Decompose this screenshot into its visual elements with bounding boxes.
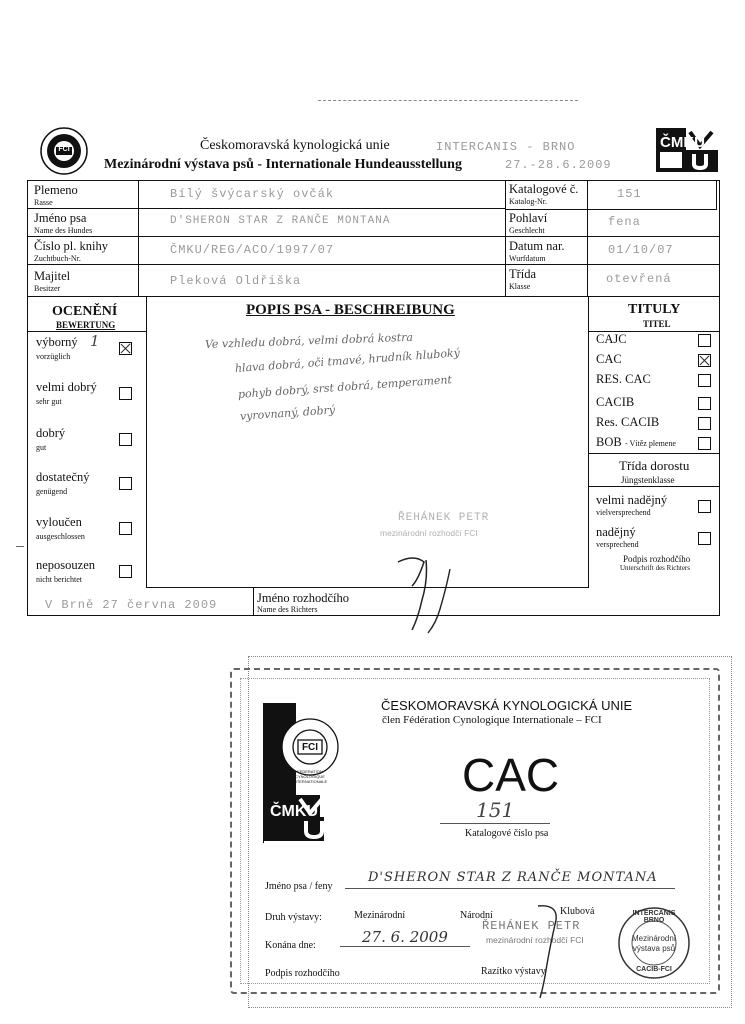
popis-judge-stamp: ŘEHÁNEK PETR	[398, 512, 490, 524]
dorost-sub: versprechend	[596, 540, 639, 549]
tituly-subtitle: TITEL	[643, 319, 671, 329]
popis-line: hlava dobrá, oči tmavé, hrudník hluboký	[234, 346, 461, 375]
row-divider	[27, 236, 505, 237]
oceneni-sub: genügend	[36, 487, 68, 496]
card-signature	[530, 900, 570, 1005]
card-judge-stamp: ŘEHÁNEK PETR	[482, 919, 581, 933]
oceneni-checkbox[interactable]	[119, 342, 132, 355]
oceneni-checkbox[interactable]	[119, 477, 132, 490]
oceneni-label: dostatečný	[36, 470, 90, 484]
card-druh-label: Druh výstavy:	[265, 912, 322, 923]
card-fci-ring-text: FEDERATION CYNOLOGIQUE INTERNATIONALE	[292, 769, 328, 784]
jmeno-sub: Name des Hundes	[34, 226, 93, 235]
stamp-date: 27.-28.6.2009	[505, 158, 612, 172]
card-konana-value: 27. 6. 2009	[362, 928, 448, 946]
trida-value: otevřená	[606, 272, 672, 286]
stamp-event: INTERCANIS - BRNO	[436, 140, 576, 154]
card-member: člen Fédération Cynologique Internationale – FCI	[382, 714, 602, 726]
cmku-logo	[656, 128, 718, 172]
right-field-divider	[505, 180, 506, 296]
card-logo-block	[263, 703, 352, 843]
dorost-title: Třída dorostu	[619, 458, 690, 473]
exhibition-seal	[617, 906, 691, 980]
tituly-divider	[589, 453, 720, 454]
left-margin-mark	[16, 546, 24, 547]
fci-logo-text: FCI	[58, 146, 70, 153]
dorost-checkbox[interactable]	[698, 500, 711, 513]
titul-label: RES. CAC	[596, 372, 651, 386]
plemeno-sub: Rasse	[34, 198, 53, 207]
tituly-title: TITULY	[628, 302, 681, 317]
jmeno-value: D'SHERON STAR Z RANČE MONTANA	[170, 215, 391, 227]
jmeno-label: Jméno psa	[34, 211, 87, 225]
popis-judge-stamp-sub: mezinárodní rozhodčí FCI	[380, 528, 478, 538]
seal-center-1: Mezinárodní	[631, 934, 677, 943]
majitel-sub: Besitzer	[34, 284, 61, 293]
majitel-value: Pleková Oldřiška	[170, 274, 302, 288]
row-divider	[27, 208, 505, 209]
datum-label: Datum nar.	[509, 239, 565, 253]
card-judge-stamp-sub: mezinárodní rozhodčí FCI	[486, 935, 584, 945]
oceneni-title: OCENĚNÍ	[52, 304, 118, 319]
titul-label: CAJC	[596, 332, 627, 346]
oceneni-checkbox[interactable]	[119, 522, 132, 535]
cislo-sub: Zuchtbuch-Nr.	[34, 254, 81, 263]
footer-place-date: V Brně 27 června 2009	[45, 598, 218, 612]
pohlavi-value: fena	[608, 215, 641, 229]
footer-judge-label: Jméno rozhodčího	[257, 591, 349, 605]
right-signature	[420, 565, 460, 640]
row-divider	[505, 264, 720, 265]
card-name-line	[345, 888, 675, 889]
oceneni-label: dobrý	[36, 426, 66, 440]
card-razitko-label: Razítko výstavy	[481, 966, 546, 977]
row-divider	[505, 236, 720, 237]
trida-sub: Klasse	[509, 282, 531, 291]
datum-sub: Wurfdatum	[509, 254, 546, 263]
card-catalog-label: Katalogové číslo psa	[465, 828, 549, 839]
titul-label: CAC	[596, 352, 622, 366]
oceneni-subtitle: BEWERTUNG	[56, 320, 116, 330]
podpis-rozhodciho-sub: Unterschrift des Richters	[620, 564, 690, 572]
row-divider	[27, 264, 505, 265]
card-klubova: Klubová	[560, 906, 595, 917]
field-label-divider	[138, 180, 139, 296]
scan-mark	[318, 100, 578, 102]
card-konana-line	[340, 946, 470, 947]
card-org: ČESKOMORAVSKÁ KYNOLOGICKÁ UNIE	[381, 698, 633, 713]
oceneni-divider	[27, 331, 147, 332]
plemeno-label: Plemeno	[34, 183, 78, 197]
podpis-rozhodciho: Podpis rozhodčího	[623, 554, 691, 564]
dorost-sub: Jüngstenklasse	[621, 475, 675, 485]
footer-v-divider	[253, 588, 254, 616]
popis-line: Ve vzhledu dobrá, velmi dobrá kostra	[204, 330, 414, 351]
titul-checkbox[interactable]	[698, 374, 711, 387]
oceneni-checkbox[interactable]	[119, 387, 132, 400]
titul-checkbox[interactable]	[698, 417, 711, 430]
oceneni-sub: nicht berichtet	[36, 575, 82, 584]
dorost-sub: vielversprechend	[596, 508, 651, 517]
oceneni-sub: sehr gut	[36, 397, 62, 406]
titul-label: BOB	[596, 435, 622, 449]
katalog-value: 151	[617, 187, 642, 201]
header-exhibition: Mezinárodní výstava psů - Internationale Hundeausstellung	[104, 157, 462, 172]
katalog-sub: Katalog-Nr.	[509, 197, 547, 206]
card-catalog-value: 151	[476, 798, 515, 822]
oceneni-label: vyloučen	[36, 515, 82, 529]
cislo-label: Číslo pl. knihy	[34, 239, 108, 253]
fci-logo	[40, 127, 88, 175]
popis-line: pohyb dobrý, srst dobrá, temperament	[237, 373, 453, 401]
oceneni-sub: ausgeschlossen	[36, 532, 85, 541]
seal-ring-top: INTERCANIS BRNO	[632, 910, 676, 924]
dorost-label: nadějný	[596, 525, 636, 539]
titul-checkbox[interactable]	[698, 397, 711, 410]
card-podpis-label: Podpis rozhodčího	[265, 968, 340, 979]
card-fci-text: FCI	[301, 742, 319, 753]
titul-label: Res. CACIB	[596, 415, 660, 429]
card-cmku-text: ČMKU	[270, 803, 318, 820]
oceneni-checkbox[interactable]	[119, 565, 132, 578]
oceneni-sub: gut	[36, 443, 47, 452]
card-mezinarodni: Mezinárodní	[354, 910, 406, 921]
titul-checkbox[interactable]	[698, 354, 711, 367]
plemeno-value: Bílý švýcarský ovčák	[170, 187, 335, 201]
oceneni-label: velmi dobrý	[36, 380, 97, 394]
katalog-label: Katalogové č.	[509, 182, 579, 196]
popis-title: POPIS PSA - BESCHREIBUNG	[246, 302, 455, 318]
titul-extra: - Vítěz plemene	[625, 439, 676, 448]
card-konana-label: Konána dne:	[265, 940, 316, 951]
card-title: CAC	[462, 749, 560, 801]
tituly-divider	[589, 486, 720, 487]
dorost-label: velmi nadějný	[596, 493, 668, 507]
card-catalog-line	[440, 823, 550, 824]
majitel-label: Majitel	[34, 269, 71, 283]
card-name-label: Jméno psa / feny	[265, 881, 333, 892]
popis-line: vyrovnaný, dobrý	[239, 403, 336, 423]
header-org: Českomoravská kynologická unie	[200, 138, 390, 153]
cislo-value: ČMKU/REG/ACO/1997/07	[170, 243, 335, 257]
trida-label: Třída	[509, 267, 537, 281]
cmku-logo-text: ČMKU	[660, 134, 705, 151]
oceneni-label: neposouzen	[36, 558, 96, 572]
titul-label: CACIB	[596, 395, 635, 409]
titul-checkbox[interactable]	[698, 334, 711, 347]
pohlavi-sub: Geschlecht	[509, 226, 545, 235]
titul-checkbox[interactable]	[698, 437, 711, 450]
oceneni-mark: 1	[90, 332, 100, 350]
oceneni-checkbox[interactable]	[119, 433, 132, 446]
dorost-checkbox[interactable]	[698, 532, 711, 545]
footer-judge-sub: Name des Richters	[257, 605, 318, 614]
datum-value: 01/10/07	[608, 243, 674, 257]
card-narodni: Národní	[460, 910, 493, 921]
oceneni-sub: vorzüglich	[36, 352, 71, 361]
pohlavi-label: Pohlaví	[509, 211, 548, 225]
seal-center-2: výstava psů	[632, 944, 676, 953]
right-label-divider	[587, 180, 588, 296]
oceneni-label: výborný	[36, 335, 78, 349]
seal-ring-bottom: CACIB-FCI	[636, 966, 672, 973]
card-name-value: D'SHERON STAR Z RANČE MONTANA	[368, 870, 658, 885]
